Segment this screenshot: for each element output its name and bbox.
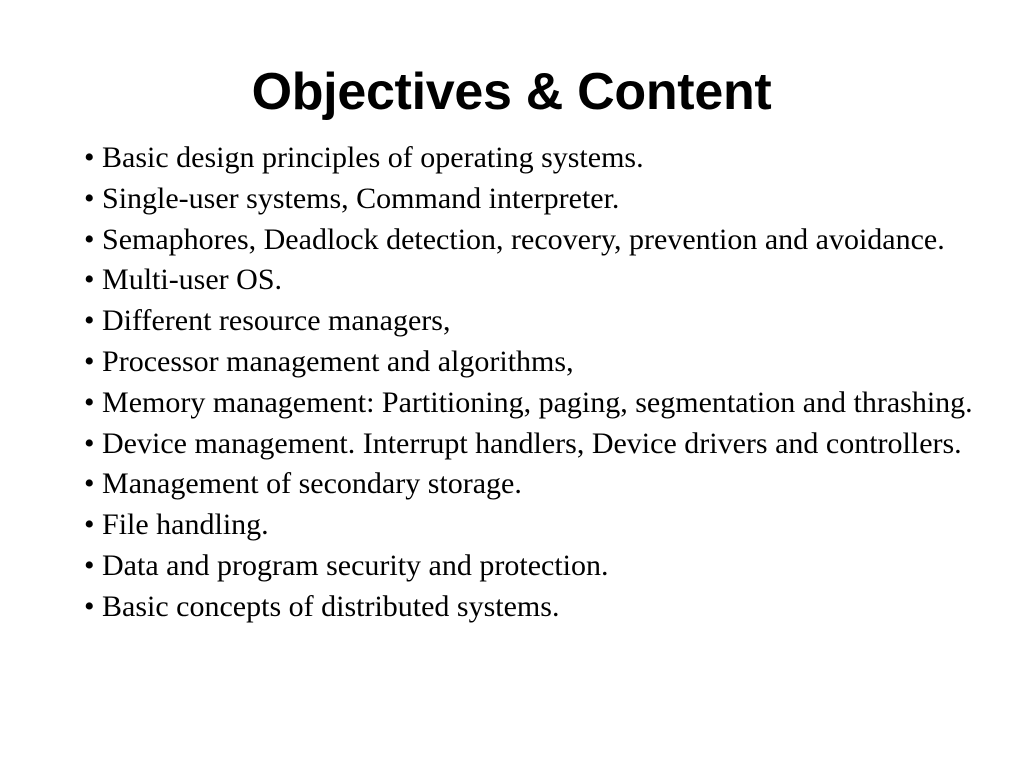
bullet-icon: •	[84, 141, 95, 174]
list-item	[84, 301, 1009, 342]
list-item-text: Multi-user OS.	[102, 263, 283, 297]
bullet-icon: •	[84, 467, 95, 501]
list-item	[84, 424, 1009, 465]
list-item	[84, 587, 1009, 628]
list-item	[84, 383, 1009, 424]
bullet-icon: •	[84, 385, 95, 419]
bullet-icon: •	[84, 426, 95, 460]
list-item-text: Single-user systems, Command interpreter.	[102, 181, 620, 215]
slide-title: Objectives & Content	[251, 63, 772, 121]
list-item-text: Basic concepts of distributed systems.	[102, 589, 560, 623]
list-item	[84, 260, 1009, 301]
bullet-icon: •	[84, 589, 95, 623]
list-item-text: Different resource managers,	[102, 304, 451, 338]
objectives-list	[84, 138, 1009, 628]
list-item	[84, 464, 1009, 505]
list-item-text: Processor management and algorithms,	[102, 344, 574, 378]
bullet-icon: •	[84, 344, 95, 378]
list-item-text: Semaphores, Deadlock detection, recovery, prevention and avoidance.	[102, 222, 945, 256]
bullet-icon: •	[84, 304, 95, 338]
list-item-text: File handling.	[102, 508, 269, 542]
list-item-text: Device management. Interrupt handlers, Device drivers and controllers.	[102, 426, 962, 460]
bullet-icon: •	[84, 222, 95, 256]
list-item-text: Basic design principles of operating systems.	[102, 141, 644, 174]
list-item	[84, 342, 1009, 383]
list-item	[84, 138, 1009, 179]
bullet-icon: •	[84, 263, 95, 297]
list-item-text: Memory management: Partitioning, paging, segmentation and thrashing.	[102, 385, 973, 419]
bullet-icon: •	[84, 181, 95, 215]
list-item	[84, 179, 1009, 220]
list-item	[84, 505, 1009, 546]
bullet-icon: •	[84, 548, 95, 582]
bullet-icon: •	[84, 508, 95, 542]
list-item	[84, 546, 1009, 587]
list-item-text: Data and program security and protection.	[102, 548, 609, 582]
list-item	[84, 220, 1009, 261]
list-item-text: Management of secondary storage.	[102, 467, 522, 501]
